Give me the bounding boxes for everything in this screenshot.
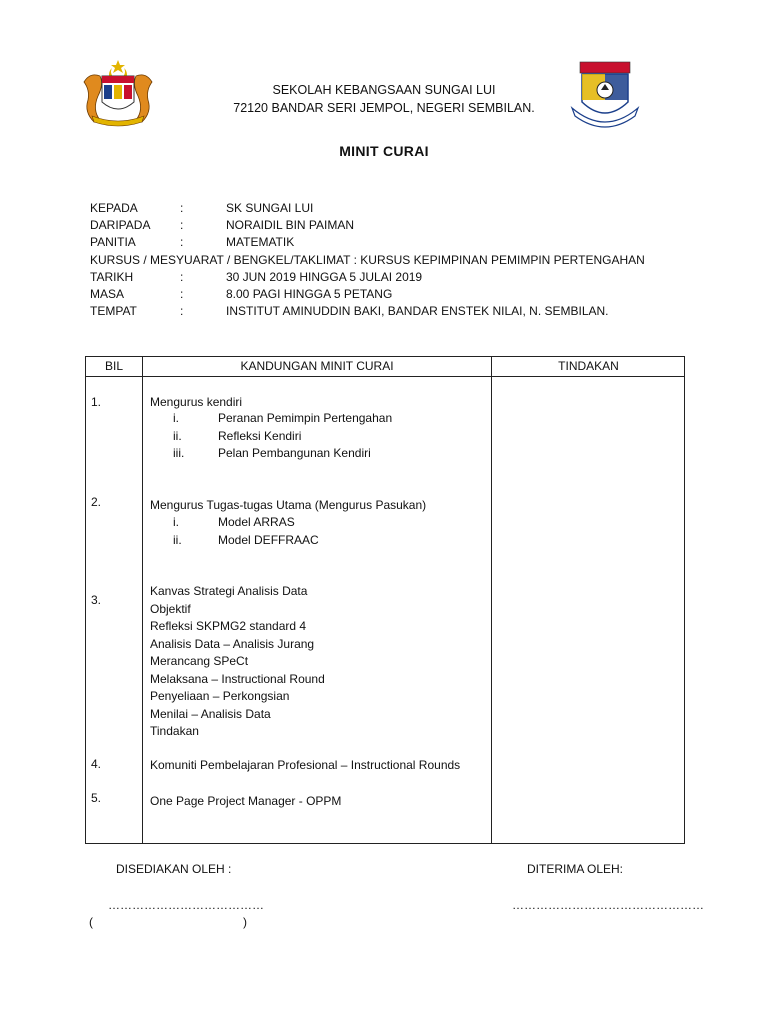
received-by-label: DITERIMA OLEH: [527,862,624,876]
info-value: SK SUNGAI LUI [226,201,314,215]
sub-marker: iii. [173,446,185,460]
row-line: Analisis Data – Analisis Jurang [150,636,315,651]
row-line: Menilai – Analisis Data [150,706,271,721]
header-bil: BIL [104,359,123,373]
info-label: KEPADA [90,201,138,215]
signature-line-right: ………………………………………… [512,898,704,912]
sub-item: Refleksi Kendiri [218,429,302,443]
info-label: DARIPADA [90,218,151,232]
header-kandungan: KANDUNGAN MINIT CURAI [240,359,394,373]
info-value: MATEMATIK [226,235,295,249]
document-title: MINIT CURAI [339,143,429,159]
name-paren-close: ) [243,915,247,929]
row-number: 5. [91,791,102,805]
info-value: NORAIDIL BIN PAIMAN [226,218,355,232]
row-title: Komuniti Pembelajaran Profesional – Instructional Rounds [150,758,461,772]
row-line: Merancang SPeCt [150,654,249,668]
column-divider [142,357,143,843]
minutes-table [85,356,685,844]
row-line: Penyeliaan – Perkongsian [150,689,290,703]
sub-item: Model ARRAS [218,515,295,529]
sub-marker: i. [173,515,179,529]
prepared-by-label: DISEDIAKAN OLEH : [116,862,232,876]
info-colon: : [180,218,184,232]
row-line: Kanvas Strategi Analisis Data [150,584,308,598]
row-title: One Page Project Manager - OPPM [150,794,342,808]
row-title: Mengurus kendiri [150,395,243,409]
info-colon: : [180,201,184,215]
row-number: 2. [91,495,102,509]
signature-line-left: ………………………………… [108,898,264,912]
row-line: Tindakan [150,724,199,738]
sub-item: Model DEFFRAAC [218,533,319,547]
school-address: 72120 BANDAR SERI JEMPOL, NEGERI SEMBILAN. [233,101,535,115]
sub-marker: ii. [173,533,182,547]
header-tindakan: TINDAKAN [558,359,619,373]
header-divider [86,376,684,377]
info-colon: : [180,235,184,249]
school-name: SEKOLAH KEBANGSAAN SUNGAI LUI [272,83,496,97]
info-label: MASA [90,287,125,301]
name-paren-open: ( [89,915,93,929]
info-label: TARIKH [90,270,134,284]
info-colon: : [180,287,184,301]
row-title: Mengurus Tugas-tugas Utama (Mengurus Pasukan) [150,498,427,512]
row-line: Refleksi SKPMG2 standard 4 [150,619,307,633]
row-number: 1. [91,395,102,409]
info-value: 8.00 PAGI HINGGA 5 PETANG [226,287,393,301]
sub-item: Pelan Pembangunan Kendiri [218,446,371,460]
info-label: TEMPAT [90,304,137,318]
info-label: KURSUS / MESYUARAT / BENGKEL/TAKLIMAT : KURSUS KEPIMPINAN PEMIMPIN PERTENGAHAN [90,253,645,267]
info-label: PANITIA [90,235,136,249]
sub-marker: ii. [173,429,182,443]
sub-marker: i. [173,411,179,425]
row-number: 3. [91,593,102,607]
info-row-kursus [90,252,645,269]
row-number: 4. [91,757,102,771]
sub-item: Peranan Pemimpin Pertengahan [218,411,393,425]
info-value: INSTITUT AMINUDDIN BAKI, BANDAR ENSTEK NILAI, N. SEMBILAN. [226,304,609,318]
column-divider [491,357,492,843]
info-colon: : [180,304,184,318]
row-line: Melaksana – Instructional Round [150,671,325,686]
row-line: Objektif [150,601,191,616]
info-value: 30 JUN 2019 HINGGA 5 JULAI 2019 [226,270,423,284]
info-colon: : [180,270,184,284]
